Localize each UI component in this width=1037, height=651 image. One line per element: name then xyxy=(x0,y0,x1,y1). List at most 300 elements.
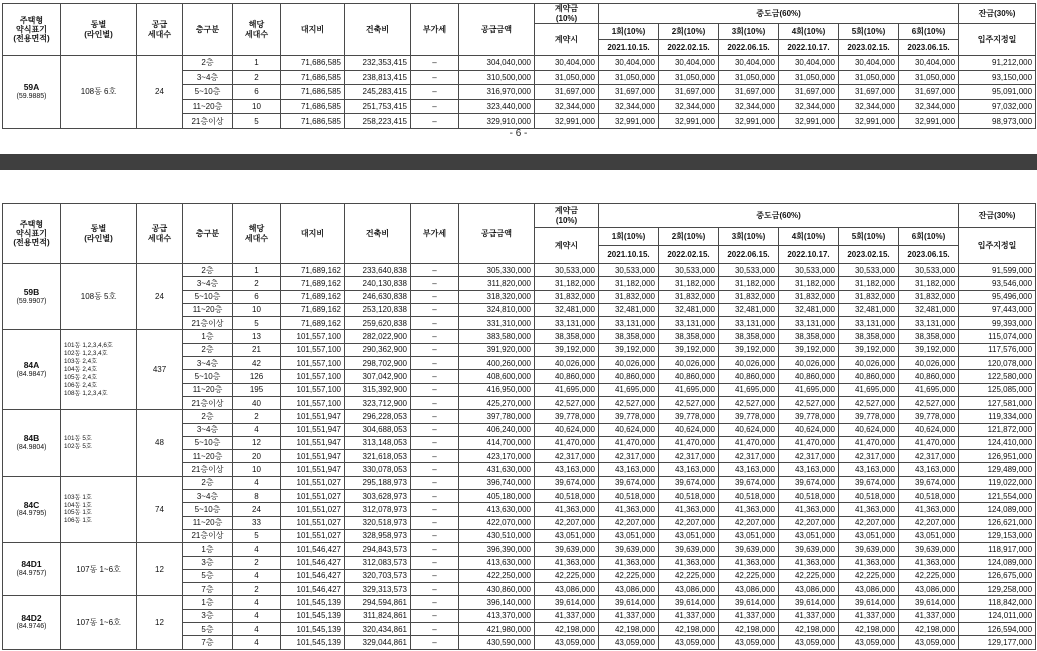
cell-interim-6: 40,518,000 xyxy=(899,490,959,503)
cell-build-cost: 307,042,900 xyxy=(345,370,411,383)
cell-vat: – xyxy=(411,383,459,396)
cell-interim-6: 40,026,000 xyxy=(899,357,959,370)
header-interim: 중도금(60%) xyxy=(599,204,959,228)
cell-interim-3: 43,086,000 xyxy=(719,583,779,596)
cell-supply-price: 324,810,000 xyxy=(459,303,535,316)
cell-land-cost: 101,551,947 xyxy=(281,436,345,449)
cell-interim-2: 43,051,000 xyxy=(659,529,719,542)
cell-interim-5: 40,624,000 xyxy=(839,423,899,436)
cell-vat: – xyxy=(411,543,459,556)
cell-interim-3: 41,337,000 xyxy=(719,609,779,622)
cell-interim-3: 41,363,000 xyxy=(719,556,779,569)
cell-interim-2: 31,832,000 xyxy=(659,290,719,303)
cell-interim-3: 39,192,000 xyxy=(719,343,779,356)
cell-supply-price: 391,920,000 xyxy=(459,343,535,356)
cell-contract-payment: 31,832,000 xyxy=(535,290,599,303)
cell-balance-payment: 124,089,000 xyxy=(959,556,1036,569)
cell-units: 4 xyxy=(233,623,281,636)
cell-supply-price: 408,600,000 xyxy=(459,370,535,383)
cell-interim-1: 41,363,000 xyxy=(599,556,659,569)
cell-units: 2 xyxy=(233,70,281,85)
header-price: 공급금액 xyxy=(459,4,535,56)
cell-contract-payment: 39,192,000 xyxy=(535,343,599,356)
cell-contract-payment: 31,697,000 xyxy=(535,85,599,100)
cell-interim-1: 32,344,000 xyxy=(599,99,659,114)
cell-balance-payment: 91,212,000 xyxy=(959,56,1036,71)
cell-interim-5: 41,695,000 xyxy=(839,383,899,396)
header-interim-date-1: 2021.10.15. xyxy=(599,246,659,264)
cell-units: 5 xyxy=(233,317,281,330)
unit-type-label: 84D2 xyxy=(21,612,42,623)
cell-contract-payment: 30,404,000 xyxy=(535,56,599,71)
cell-interim-5: 42,317,000 xyxy=(839,450,899,463)
cell-interim-3: 41,695,000 xyxy=(719,383,779,396)
cell-build-cost: 240,130,838 xyxy=(345,277,411,290)
cell-supply-price: 400,260,000 xyxy=(459,357,535,370)
cell-interim-5: 42,225,000 xyxy=(839,569,899,582)
cell-units: 2 xyxy=(233,277,281,290)
cell-build-cost: 320,518,973 xyxy=(345,516,411,529)
cell-interim-3: 31,182,000 xyxy=(719,277,779,290)
cell-interim-5: 31,182,000 xyxy=(839,277,899,290)
cell-balance-payment: 125,085,000 xyxy=(959,383,1036,396)
cell-floor: 1층 xyxy=(183,596,233,609)
cell-interim-3: 39,674,000 xyxy=(719,476,779,489)
cell-interim-2: 39,674,000 xyxy=(659,476,719,489)
cell-supply-price: 422,070,000 xyxy=(459,516,535,529)
cell-unit-type xyxy=(3,596,61,649)
cell-land-cost: 71,686,585 xyxy=(281,99,345,114)
cell-supply-price: 311,820,000 xyxy=(459,277,535,290)
cell-units: 5 xyxy=(233,529,281,542)
cell-supply-count: 48 xyxy=(137,410,183,476)
cell-build-cost: 312,083,573 xyxy=(345,556,411,569)
cell-contract-payment: 43,163,000 xyxy=(535,463,599,476)
cell-contract-payment: 32,991,000 xyxy=(535,114,599,129)
cell-contract-payment: 39,778,000 xyxy=(535,410,599,423)
cell-interim-2: 30,404,000 xyxy=(659,56,719,71)
cell-supply-count: 24 xyxy=(137,264,183,330)
header-deposit-due: 계약시 xyxy=(535,228,599,264)
cell-supply-price: 416,950,000 xyxy=(459,383,535,396)
cell-vat: – xyxy=(411,450,459,463)
cell-dong-lines: 108동 5호 xyxy=(61,264,137,330)
cell-interim-4: 43,163,000 xyxy=(779,463,839,476)
cell-interim-1: 30,404,000 xyxy=(599,56,659,71)
header-interim-date-5: 2023.02.15. xyxy=(839,40,899,56)
cell-balance-payment: 93,150,000 xyxy=(959,70,1036,85)
cell-vat: – xyxy=(411,596,459,609)
cell-build-cost: 295,188,973 xyxy=(345,476,411,489)
cell-interim-5: 32,344,000 xyxy=(839,99,899,114)
cell-supply-price: 383,580,000 xyxy=(459,330,535,343)
unit-type-label: 84B xyxy=(23,433,40,444)
cell-floor: 3~4층 xyxy=(183,277,233,290)
cell-interim-1: 41,695,000 xyxy=(599,383,659,396)
cell-interim-2: 39,192,000 xyxy=(659,343,719,356)
cell-land-cost: 101,551,947 xyxy=(281,463,345,476)
table-top xyxy=(2,3,1036,129)
cell-interim-5: 41,363,000 xyxy=(839,556,899,569)
cell-interim-2: 31,697,000 xyxy=(659,85,719,100)
cell-interim-1: 42,207,000 xyxy=(599,516,659,529)
cell-units: 126 xyxy=(233,370,281,383)
cell-interim-5: 39,192,000 xyxy=(839,343,899,356)
header-balance: 잔금(30%) xyxy=(959,204,1036,228)
cell-interim-4: 42,317,000 xyxy=(779,450,839,463)
cell-floor: 3~4층 xyxy=(183,70,233,85)
cell-balance-payment: 121,554,000 xyxy=(959,490,1036,503)
cell-interim-1: 31,182,000 xyxy=(599,277,659,290)
cell-balance-payment: 129,489,000 xyxy=(959,463,1036,476)
cell-balance-payment: 97,032,000 xyxy=(959,99,1036,114)
cell-floor: 7층 xyxy=(183,583,233,596)
cell-interim-5: 42,527,000 xyxy=(839,396,899,409)
cell-vat: – xyxy=(411,490,459,503)
header-interim-date-6: 2023.06.15. xyxy=(899,40,959,56)
cell-supply-price: 425,270,000 xyxy=(459,396,535,409)
cell-units: 5 xyxy=(233,114,281,129)
cell-balance-payment: 126,675,000 xyxy=(959,569,1036,582)
cell-vat: – xyxy=(411,636,459,649)
cell-contract-payment: 40,624,000 xyxy=(535,423,599,436)
cell-floor: 1층 xyxy=(183,330,233,343)
cell-interim-6: 31,182,000 xyxy=(899,277,959,290)
cell-dong-lines: 108동 6호 xyxy=(61,56,137,129)
cell-land-cost: 71,689,162 xyxy=(281,277,345,290)
cell-units: 4 xyxy=(233,543,281,556)
cell-supply-count: 74 xyxy=(137,476,183,542)
cell-build-cost: 245,283,415 xyxy=(345,85,411,100)
cell-build-cost: 258,223,415 xyxy=(345,114,411,129)
cell-interim-4: 33,131,000 xyxy=(779,317,839,330)
cell-interim-6: 30,533,000 xyxy=(899,264,959,277)
cell-floor: 3층 xyxy=(183,609,233,622)
header-dong: 동별 (라인별) xyxy=(61,4,137,56)
cell-interim-5: 31,832,000 xyxy=(839,290,899,303)
cell-vat: – xyxy=(411,357,459,370)
cell-contract-payment: 42,207,000 xyxy=(535,516,599,529)
header-units: 해당 세대수 xyxy=(233,4,281,56)
cell-interim-5: 31,050,000 xyxy=(839,70,899,85)
header-interim-round-1: 1회(10%) xyxy=(599,228,659,246)
cell-interim-3: 43,051,000 xyxy=(719,529,779,542)
cell-interim-5: 39,674,000 xyxy=(839,476,899,489)
cell-interim-4: 41,470,000 xyxy=(779,436,839,449)
cell-supply-price: 396,390,000 xyxy=(459,543,535,556)
cell-balance-payment: 122,580,000 xyxy=(959,370,1036,383)
cell-interim-6: 31,050,000 xyxy=(899,70,959,85)
cell-build-cost: 282,022,900 xyxy=(345,330,411,343)
cell-supply-price: 396,740,000 xyxy=(459,476,535,489)
header-vat: 부가세 xyxy=(411,204,459,264)
cell-floor: 2층 xyxy=(183,56,233,71)
cell-interim-6: 39,614,000 xyxy=(899,596,959,609)
cell-interim-1: 42,527,000 xyxy=(599,396,659,409)
cell-interim-5: 43,086,000 xyxy=(839,583,899,596)
cell-build-cost: 253,120,838 xyxy=(345,303,411,316)
unit-area-label: (59.9907) xyxy=(16,297,47,305)
cell-land-cost: 71,686,585 xyxy=(281,56,345,71)
cell-land-cost: 71,686,585 xyxy=(281,114,345,129)
unit-type-label: 84A xyxy=(23,359,40,370)
price-table-page-bottom xyxy=(2,203,1036,650)
cell-units: 6 xyxy=(233,290,281,303)
cell-land-cost: 101,551,947 xyxy=(281,450,345,463)
header-supply: 공급 세대수 xyxy=(137,204,183,264)
cell-vat: – xyxy=(411,303,459,316)
cell-interim-1: 43,163,000 xyxy=(599,463,659,476)
cell-land-cost: 71,689,162 xyxy=(281,290,345,303)
cell-vat: – xyxy=(411,436,459,449)
cell-interim-6: 30,404,000 xyxy=(899,56,959,71)
cell-interim-1: 40,026,000 xyxy=(599,357,659,370)
cell-units: 1 xyxy=(233,264,281,277)
cell-interim-2: 41,363,000 xyxy=(659,503,719,516)
cell-interim-4: 38,358,000 xyxy=(779,330,839,343)
cell-vat: – xyxy=(411,264,459,277)
cell-build-cost: 238,813,415 xyxy=(345,70,411,85)
cell-land-cost: 101,545,139 xyxy=(281,596,345,609)
cell-units: 4 xyxy=(233,476,281,489)
cell-build-cost: 298,702,900 xyxy=(345,357,411,370)
cell-interim-3: 41,470,000 xyxy=(719,436,779,449)
cell-land-cost: 101,557,100 xyxy=(281,330,345,343)
cell-interim-4: 41,695,000 xyxy=(779,383,839,396)
cell-build-cost: 246,630,838 xyxy=(345,290,411,303)
cell-supply-price: 406,240,000 xyxy=(459,423,535,436)
cell-interim-6: 42,317,000 xyxy=(899,450,959,463)
cell-build-cost: 311,824,861 xyxy=(345,609,411,622)
cell-contract-payment: 42,225,000 xyxy=(535,569,599,582)
cell-interim-4: 40,624,000 xyxy=(779,423,839,436)
cell-interim-5: 43,051,000 xyxy=(839,529,899,542)
cell-contract-payment: 41,363,000 xyxy=(535,503,599,516)
cell-interim-6: 33,131,000 xyxy=(899,317,959,330)
cell-balance-payment: 127,581,000 xyxy=(959,396,1036,409)
header-balance-due: 입주지정일 xyxy=(959,228,1036,264)
cell-land-cost: 71,686,585 xyxy=(281,70,345,85)
cell-dong-lines: 103동 1호 104동 1호 105동 1호 106동 1호 xyxy=(61,476,137,542)
cell-interim-5: 40,518,000 xyxy=(839,490,899,503)
cell-interim-2: 42,527,000 xyxy=(659,396,719,409)
cell-interim-2: 39,778,000 xyxy=(659,410,719,423)
cell-build-cost: 313,148,053 xyxy=(345,436,411,449)
cell-vat: – xyxy=(411,343,459,356)
cell-units: 20 xyxy=(233,450,281,463)
cell-contract-payment: 40,860,000 xyxy=(535,370,599,383)
cell-build-cost: 251,753,415 xyxy=(345,99,411,114)
table-row xyxy=(3,56,1036,71)
header-build: 건축비 xyxy=(345,4,411,56)
unit-type-label: 59A xyxy=(23,82,40,93)
cell-supply-price: 318,320,000 xyxy=(459,290,535,303)
cell-interim-4: 32,344,000 xyxy=(779,99,839,114)
cell-interim-2: 32,481,000 xyxy=(659,303,719,316)
cell-interim-6: 43,163,000 xyxy=(899,463,959,476)
header-units: 해당 세대수 xyxy=(233,204,281,264)
cell-land-cost: 71,686,585 xyxy=(281,85,345,100)
header-interim-round-4: 4회(10%) xyxy=(779,24,839,40)
cell-balance-payment: 120,078,000 xyxy=(959,357,1036,370)
cell-interim-1: 43,086,000 xyxy=(599,583,659,596)
cell-interim-4: 42,207,000 xyxy=(779,516,839,529)
cell-land-cost: 101,545,139 xyxy=(281,609,345,622)
cell-vat: – xyxy=(411,277,459,290)
cell-interim-4: 31,697,000 xyxy=(779,85,839,100)
cell-interim-2: 42,317,000 xyxy=(659,450,719,463)
cell-interim-6: 31,697,000 xyxy=(899,85,959,100)
cell-interim-6: 41,337,000 xyxy=(899,609,959,622)
cell-balance-payment: 99,393,000 xyxy=(959,317,1036,330)
header-floor: 층구분 xyxy=(183,4,233,56)
cell-vat: – xyxy=(411,556,459,569)
cell-contract-payment: 41,470,000 xyxy=(535,436,599,449)
cell-interim-6: 43,059,000 xyxy=(899,636,959,649)
cell-contract-payment: 31,182,000 xyxy=(535,277,599,290)
cell-interim-2: 43,086,000 xyxy=(659,583,719,596)
cell-interim-2: 41,363,000 xyxy=(659,556,719,569)
cell-land-cost: 101,551,947 xyxy=(281,423,345,436)
cell-interim-5: 42,207,000 xyxy=(839,516,899,529)
cell-contract-payment: 42,317,000 xyxy=(535,450,599,463)
cell-interim-5: 40,026,000 xyxy=(839,357,899,370)
cell-interim-4: 30,533,000 xyxy=(779,264,839,277)
cell-interim-4: 39,614,000 xyxy=(779,596,839,609)
cell-interim-5: 41,337,000 xyxy=(839,609,899,622)
cell-interim-4: 40,026,000 xyxy=(779,357,839,370)
cell-supply-price: 331,310,000 xyxy=(459,317,535,330)
cell-supply-price: 422,250,000 xyxy=(459,569,535,582)
cell-interim-6: 41,470,000 xyxy=(899,436,959,449)
cell-units: 4 xyxy=(233,596,281,609)
unit-area-label: (84.9757) xyxy=(16,570,47,578)
cell-interim-5: 32,481,000 xyxy=(839,303,899,316)
cell-balance-payment: 126,621,000 xyxy=(959,516,1036,529)
cell-balance-payment: 119,334,000 xyxy=(959,410,1036,423)
cell-interim-5: 39,778,000 xyxy=(839,410,899,423)
cell-interim-5: 41,363,000 xyxy=(839,503,899,516)
cell-supply-count: 12 xyxy=(137,596,183,649)
cell-supply-price: 329,910,000 xyxy=(459,114,535,129)
cell-supply-price: 397,780,000 xyxy=(459,410,535,423)
cell-interim-1: 43,051,000 xyxy=(599,529,659,542)
cell-supply-price: 413,370,000 xyxy=(459,609,535,622)
cell-land-cost: 101,546,427 xyxy=(281,556,345,569)
cell-interim-4: 40,860,000 xyxy=(779,370,839,383)
cell-contract-payment: 43,086,000 xyxy=(535,583,599,596)
cell-interim-2: 40,518,000 xyxy=(659,490,719,503)
cell-land-cost: 101,551,027 xyxy=(281,503,345,516)
cell-interim-1: 39,778,000 xyxy=(599,410,659,423)
cell-build-cost: 320,434,861 xyxy=(345,623,411,636)
cell-interim-5: 30,533,000 xyxy=(839,264,899,277)
header-balance: 잔금(30%) xyxy=(959,4,1036,24)
header-vat: 부가세 xyxy=(411,4,459,56)
cell-interim-3: 30,404,000 xyxy=(719,56,779,71)
cell-interim-1: 31,050,000 xyxy=(599,70,659,85)
cell-interim-4: 30,404,000 xyxy=(779,56,839,71)
cell-interim-1: 40,518,000 xyxy=(599,490,659,503)
header-interim-round-2: 2회(10%) xyxy=(659,24,719,40)
cell-interim-2: 33,131,000 xyxy=(659,317,719,330)
cell-supply-price: 421,980,000 xyxy=(459,623,535,636)
cell-supply-price: 423,170,000 xyxy=(459,450,535,463)
cell-contract-payment: 38,358,000 xyxy=(535,330,599,343)
cell-interim-2: 32,344,000 xyxy=(659,99,719,114)
cell-interim-6: 39,778,000 xyxy=(899,410,959,423)
cell-supply-price: 431,630,000 xyxy=(459,463,535,476)
cell-interim-2: 43,059,000 xyxy=(659,636,719,649)
cell-interim-4: 39,674,000 xyxy=(779,476,839,489)
cell-interim-2: 43,163,000 xyxy=(659,463,719,476)
cell-contract-payment: 41,337,000 xyxy=(535,609,599,622)
cell-balance-payment: 119,022,000 xyxy=(959,476,1036,489)
cell-contract-payment: 32,481,000 xyxy=(535,303,599,316)
header-interim-round-3: 3회(10%) xyxy=(719,24,779,40)
unit-area-label: (59.9885) xyxy=(16,92,47,100)
cell-interim-3: 42,207,000 xyxy=(719,516,779,529)
cell-interim-5: 33,131,000 xyxy=(839,317,899,330)
cell-interim-1: 40,624,000 xyxy=(599,423,659,436)
cell-units: 21 xyxy=(233,343,281,356)
cell-floor: 3~4층 xyxy=(183,357,233,370)
cell-interim-2: 39,614,000 xyxy=(659,596,719,609)
cell-interim-5: 43,059,000 xyxy=(839,636,899,649)
table-row xyxy=(3,476,1036,489)
header-interim-date-6: 2023.06.15. xyxy=(899,246,959,264)
cell-balance-payment: 117,576,000 xyxy=(959,343,1036,356)
cell-supply-price: 413,630,000 xyxy=(459,503,535,516)
cell-land-cost: 101,557,100 xyxy=(281,357,345,370)
cell-land-cost: 101,545,139 xyxy=(281,636,345,649)
header-interim: 중도금(60%) xyxy=(599,4,959,24)
header-interim-round-2: 2회(10%) xyxy=(659,228,719,246)
cell-interim-4: 41,363,000 xyxy=(779,556,839,569)
header-type: 주택형 약식표기 (전용면적) xyxy=(3,204,61,264)
cell-units: 4 xyxy=(233,423,281,436)
cell-interim-5: 42,198,000 xyxy=(839,623,899,636)
cell-interim-6: 42,207,000 xyxy=(899,516,959,529)
cell-balance-payment: 126,951,000 xyxy=(959,450,1036,463)
cell-vat: – xyxy=(411,463,459,476)
cell-interim-4: 42,198,000 xyxy=(779,623,839,636)
cell-interim-1: 41,337,000 xyxy=(599,609,659,622)
cell-build-cost: 294,594,861 xyxy=(345,596,411,609)
cell-interim-5: 32,991,000 xyxy=(839,114,899,129)
cell-supply-price: 430,860,000 xyxy=(459,583,535,596)
cell-build-cost: 323,712,900 xyxy=(345,396,411,409)
cell-interim-1: 31,697,000 xyxy=(599,85,659,100)
cell-interim-4: 39,778,000 xyxy=(779,410,839,423)
cell-build-cost: 294,843,573 xyxy=(345,543,411,556)
cell-land-cost: 101,545,139 xyxy=(281,623,345,636)
cell-units: 195 xyxy=(233,383,281,396)
cell-vat: – xyxy=(411,396,459,409)
cell-interim-2: 31,182,000 xyxy=(659,277,719,290)
cell-supply-count: 12 xyxy=(137,543,183,596)
cell-land-cost: 101,557,100 xyxy=(281,383,345,396)
cell-supply-price: 430,510,000 xyxy=(459,529,535,542)
cell-floor: 3층 xyxy=(183,556,233,569)
table-row xyxy=(3,264,1036,277)
unit-type-label: 84C xyxy=(23,499,40,510)
cell-dong-lines: 101동 1,2,3,4,6호 102동 1,2,3,4호 103동 2,4호 104동 2,4호 105동 2,4호 106동 2,4호 108동 1,2,3,4호 xyxy=(61,330,137,410)
cell-interim-6: 42,527,000 xyxy=(899,396,959,409)
cell-interim-6: 43,051,000 xyxy=(899,529,959,542)
cell-interim-3: 33,131,000 xyxy=(719,317,779,330)
cell-interim-3: 38,358,000 xyxy=(719,330,779,343)
